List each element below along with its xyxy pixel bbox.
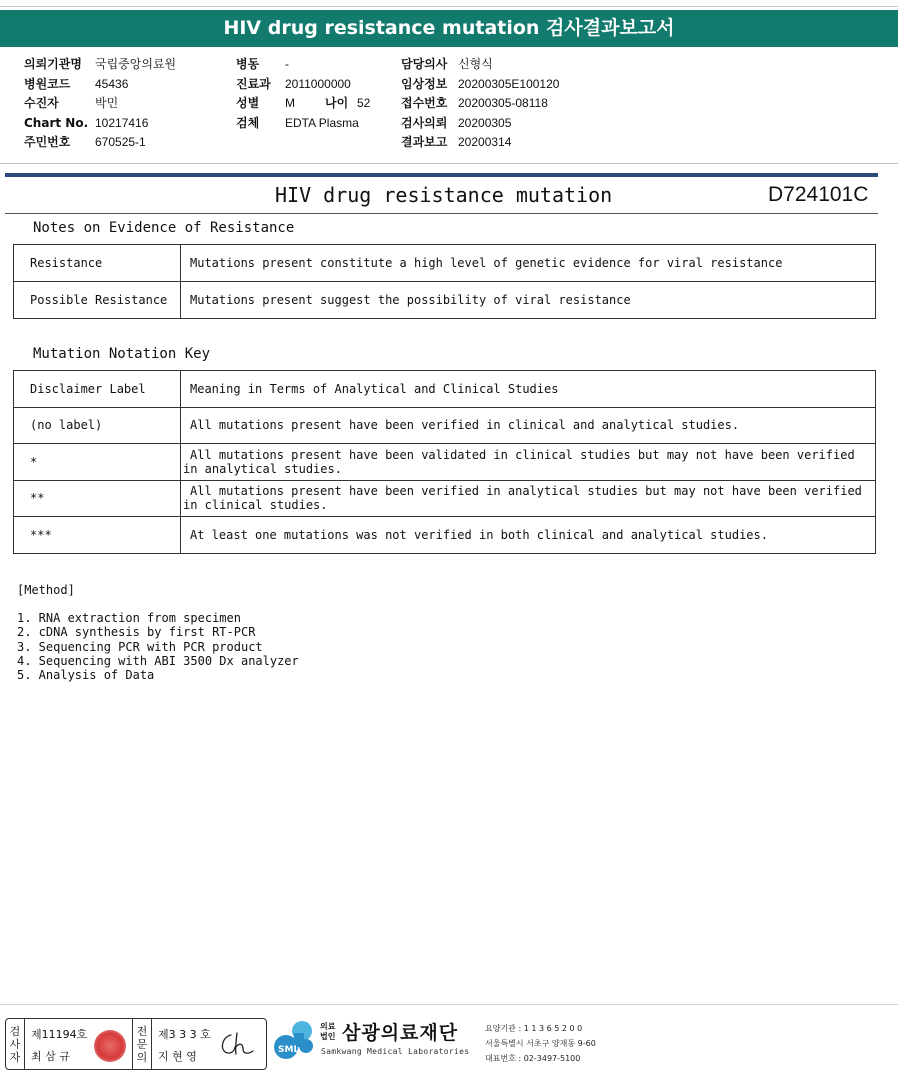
label-char: 의 [136, 1050, 148, 1064]
method-step: 1. RNA extraction from specimen [17, 611, 241, 626]
table-row [14, 282, 876, 319]
contact-info [485, 1021, 596, 1066]
info-row-sex-age [236, 94, 370, 114]
signature-icon [217, 1029, 261, 1059]
label-char: 사 [9, 1037, 21, 1051]
specialist-label [133, 1019, 152, 1069]
cell-line-1: All mutations present have been verified in analytical studies but may not have been verified [190, 484, 862, 499]
info-label: 임상정보 [401, 76, 448, 91]
table-cell-label: *** [14, 517, 181, 554]
address: 서울특별시 서초구 양재동 9-60 [485, 1039, 596, 1048]
report-code: D724101C [768, 183, 869, 206]
method-section [17, 583, 299, 682]
info-row-institution [24, 55, 176, 75]
info-row-chart-no [24, 114, 176, 134]
info-value: 박민 [95, 96, 119, 110]
table-header-label: Disclaimer Label [14, 371, 181, 408]
report-top-rule [5, 173, 878, 177]
info-row-request-date [401, 114, 559, 134]
signature-box [5, 1018, 267, 1070]
info-value: 신형식 [458, 57, 493, 71]
info-row-clinical-info [401, 75, 559, 95]
notes-heading: Notes on Evidence of Resistance [33, 220, 295, 236]
key-heading: Mutation Notation Key [33, 346, 211, 362]
table-row [14, 517, 876, 554]
logo-corp-type [320, 1022, 335, 1042]
examiner-license-no: 제11194호 [31, 1028, 88, 1041]
info-value: 20200305E100120 [458, 76, 560, 91]
report-title: HIV drug resistance mutation [275, 183, 613, 207]
info-label: Chart No. [24, 115, 89, 130]
info-row-patient [24, 94, 176, 114]
info-row-report-date [401, 133, 559, 153]
info-label: 수진자 [24, 96, 59, 110]
patient-info-col2 [236, 55, 370, 133]
info-label: 병원코드 [24, 76, 71, 91]
cell-line-2: in clinical studies. [183, 498, 328, 513]
brand-english: Samkwang Medical Laboratories [321, 1047, 470, 1056]
info-row-resident-no [24, 133, 176, 153]
info-value: M [285, 96, 295, 110]
header-divider [0, 163, 898, 164]
info-label: 담당의사 [401, 57, 448, 71]
info-label: 의뢰기관명 [24, 57, 82, 71]
table-cell-label: Possible Resistance [14, 282, 181, 319]
info-label: 성별 [236, 96, 260, 110]
info-row-ward [236, 55, 370, 75]
sml-logo-icon [272, 1019, 318, 1061]
table-row [14, 480, 876, 517]
info-label: 나이 [325, 96, 349, 110]
info-value: - [285, 57, 289, 71]
table-cell-text [181, 480, 876, 517]
table-cell-text: At least one mutations was not verified in both clinical and analytical studies. [181, 517, 876, 554]
top-rule [0, 6, 898, 7]
seal-stamp-icon [94, 1030, 126, 1062]
examiner-name: 최 삼 규 [31, 1050, 70, 1063]
method-step: 5. Analysis of Data [17, 668, 155, 683]
info-row-hospital-code [24, 75, 176, 95]
info-value: 670525-1 [95, 135, 146, 149]
info-row-specimen [236, 114, 370, 134]
info-row-doctor [401, 55, 559, 75]
table-row [14, 444, 876, 481]
report-title-rule [5, 213, 878, 214]
table-cell-text: Mutations present suggest the possibility of viral resistance [181, 282, 876, 319]
info-label: 병동 [236, 57, 260, 71]
info-value: 45436 [95, 76, 129, 91]
info-row-receipt-no [401, 94, 559, 114]
brand-name: 삼광의료재단 [342, 1022, 459, 1044]
method-step: 4. Sequencing with ABI 3500 Dx analyzer [17, 653, 299, 668]
specialist-name: 지 현 영 [158, 1050, 197, 1063]
info-label: 검체 [236, 115, 260, 130]
footer-rule [0, 1004, 898, 1005]
cell-line-1: All mutations present have been validated in clinical studies but may not have been verified [190, 447, 855, 462]
label-char: 문 [136, 1037, 148, 1051]
table-cell-label: Resistance [14, 245, 181, 282]
label-char: 전 [136, 1024, 148, 1038]
org-code: 요양기관 : 1 1 3 6 5 2 0 0 [485, 1024, 583, 1033]
table-cell-text: All mutations present have been verified in clinical and analytical studies. [181, 407, 876, 444]
table-cell-label: * [14, 444, 181, 481]
info-value: 52 [357, 96, 371, 110]
cell-line-2: in analytical studies. [183, 461, 342, 476]
table-row [14, 407, 876, 444]
table-header-row [14, 371, 876, 408]
info-value: 20200305-08118 [458, 96, 548, 110]
info-label: 검사의뢰 [401, 115, 448, 130]
info-label: 접수번호 [401, 96, 448, 110]
phone: 대표번호 : 02-3497-5100 [485, 1054, 581, 1063]
examiner-cell [25, 1019, 133, 1069]
table-cell-text: Mutations present constitute a high level of genetic evidence for viral resistance [181, 245, 876, 282]
method-step: 3. Sequencing PCR with PCR product [17, 639, 263, 654]
info-value: 10217416 [95, 115, 149, 130]
logo-text: SML [278, 1045, 300, 1055]
label-char: 검 [9, 1024, 21, 1038]
label-char: 자 [9, 1050, 21, 1064]
method-heading: [Method] [17, 583, 75, 597]
info-label: 주민번호 [24, 135, 71, 149]
table-cell-label: ** [14, 480, 181, 517]
info-value: 국립중앙의료원 [95, 57, 177, 71]
info-label: 진료과 [236, 76, 271, 91]
examiner-label [6, 1019, 25, 1069]
info-value: EDTA Plasma [285, 115, 359, 130]
table-cell-text [181, 444, 876, 481]
notation-key-table [13, 370, 876, 554]
method-step: 2. cDNA synthesis by first RT-PCR [17, 625, 256, 640]
specialist-license-no: 제3 3 3 호 [158, 1028, 211, 1041]
info-value: 2011000000 [285, 76, 351, 91]
patient-info-col1 [24, 55, 176, 153]
info-label: 결과보고 [401, 135, 448, 149]
table-row [14, 245, 876, 282]
corp-type-line: 의료 [320, 1022, 336, 1031]
info-value: 20200305 [458, 115, 512, 130]
table-cell-label: (no label) [14, 407, 181, 444]
notes-table [13, 244, 876, 319]
info-row-department [236, 75, 370, 95]
table-header-text: Meaning in Terms of Analytical and Clinical Studies [181, 371, 876, 408]
page-title: HIV drug resistance mutation 검사결과보고서 [0, 10, 898, 47]
corp-type-line: 법인 [320, 1032, 336, 1041]
info-value: 20200314 [458, 135, 512, 149]
specialist-cell [152, 1019, 265, 1069]
patient-info-col3 [401, 55, 559, 153]
